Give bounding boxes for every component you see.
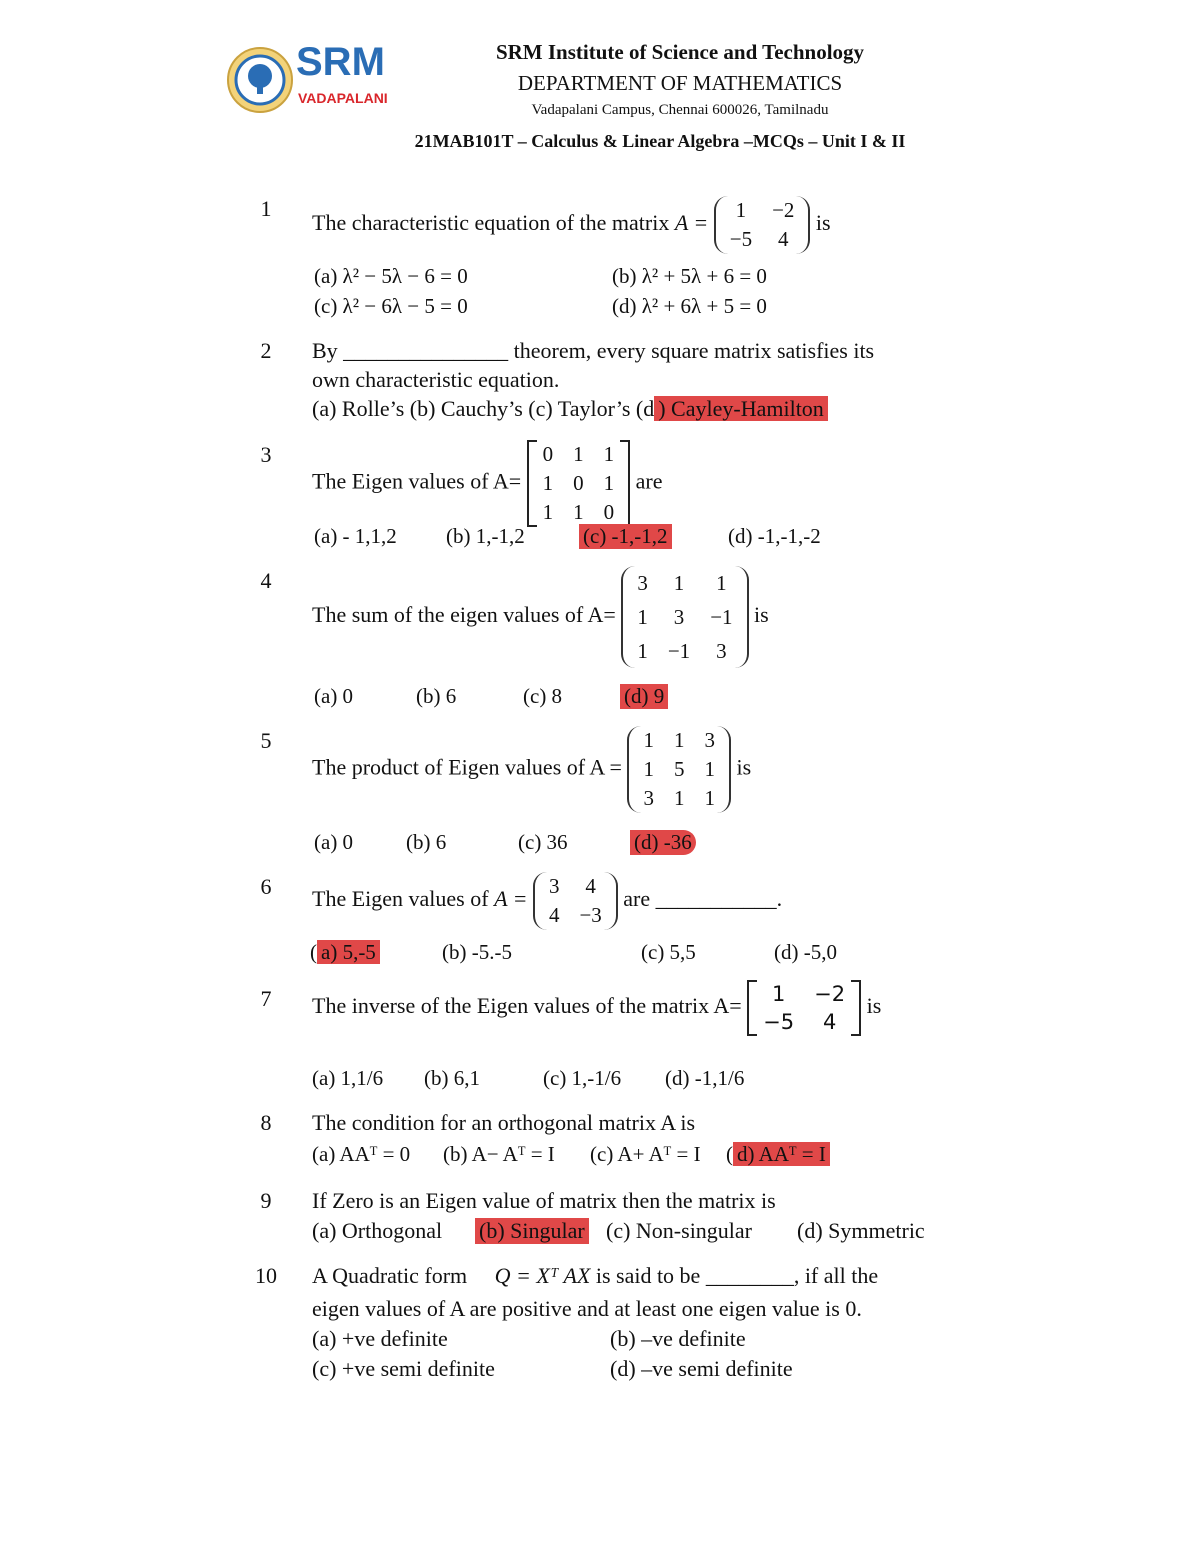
logo-text: SRM bbox=[296, 40, 385, 84]
matrix-cell: −5 bbox=[729, 227, 753, 251]
question-text: The Eigen values of bbox=[312, 886, 489, 912]
matrix-cell: 3 bbox=[643, 786, 654, 810]
course-title: 21MAB101T – Calculus & Linear Algebra –MCQs – Unit I & II bbox=[414, 131, 906, 151]
option-d: (d) -1,-1,-2 bbox=[728, 524, 821, 548]
matrix-cell: 3 bbox=[673, 605, 685, 629]
option-b: (b) A− Aᵀ = I bbox=[443, 1142, 555, 1166]
question-number: 1 bbox=[260, 196, 272, 221]
matrix-cell: −2 bbox=[772, 198, 795, 222]
option-a: (a) - 1,1,2 bbox=[314, 524, 397, 548]
matrix-cell: 5 bbox=[673, 757, 685, 781]
option-a: (a) 1,1/6 bbox=[312, 1066, 384, 1090]
question-text: The inverse of the Eigen values of the matrix A= bbox=[312, 993, 742, 1019]
question-text: The product of Eigen values of A = bbox=[312, 754, 622, 780]
question-2-line1: By _______________ theorem, every square matrix satisfies its bbox=[312, 338, 875, 363]
option-b: (b) 1,-1,2 bbox=[446, 524, 525, 548]
question-number: 8 bbox=[260, 1110, 272, 1135]
matrix-variable: A = bbox=[674, 210, 709, 236]
matrix-cell: 0 bbox=[603, 500, 615, 524]
matrix-cell: 1 bbox=[771, 982, 786, 1006]
matrix-cell: 1 bbox=[704, 757, 715, 781]
matrix-cell: 1 bbox=[542, 471, 554, 495]
correct-answer: a) 5,-5 bbox=[317, 940, 380, 964]
logo-subtext: VADAPALANI bbox=[298, 90, 388, 106]
question-1 bbox=[312, 196, 831, 254]
question-10-line1 bbox=[312, 1263, 878, 1289]
option-a: (a) 0 bbox=[314, 830, 354, 854]
question-number: 6 bbox=[260, 874, 272, 899]
question-number: 4 bbox=[260, 568, 272, 593]
question-tail: is bbox=[815, 210, 831, 236]
question-tail: is bbox=[754, 602, 769, 628]
option-a: (a) λ² − 5λ − 6 = 0 bbox=[314, 264, 468, 288]
correct-answer: d) AAᵀ = I bbox=[733, 1142, 830, 1166]
campus-address: Vadapalani Campus, Chennai 600026, Tamilnadu bbox=[531, 102, 829, 118]
matrix-cell: −2 bbox=[814, 982, 846, 1006]
option-c: (c) +ve semi definite bbox=[312, 1356, 495, 1381]
option-d: (d) -5,0 bbox=[774, 940, 837, 964]
question-text: The Eigen values of A= bbox=[312, 468, 522, 494]
option-b: (b) λ² + 5λ + 6 = 0 bbox=[612, 264, 767, 288]
question-5 bbox=[312, 726, 751, 813]
option-c: (c) 1,-1/6 bbox=[543, 1066, 622, 1090]
option-b: (b) 6 bbox=[406, 830, 447, 854]
matrix-cell: 1 bbox=[716, 571, 727, 595]
option-c: (c) 5,5 bbox=[641, 940, 696, 964]
option-d bbox=[726, 1142, 830, 1167]
question-number: 5 bbox=[260, 728, 272, 753]
matrix-variable: A = bbox=[494, 886, 528, 912]
formula: Q = Xᵀ AX bbox=[494, 1263, 591, 1288]
matrix-cell: 0 bbox=[542, 442, 554, 466]
matrix-cell: 3 bbox=[637, 571, 648, 595]
option-a: (a) 0 bbox=[314, 684, 354, 708]
question-tail: are ___________. bbox=[623, 886, 783, 912]
question-10-line2: eigen values of A are positive and at least one eigen value is 0. bbox=[312, 1296, 862, 1321]
question-number: 3 bbox=[260, 442, 272, 467]
question-number: 9 bbox=[260, 1188, 272, 1213]
question-text: The sum of the eigen values of A= bbox=[312, 602, 616, 628]
correct-answer: ) Cayley-Hamilton bbox=[654, 396, 828, 421]
option-c: (c) Non-singular bbox=[606, 1218, 753, 1243]
matrix-cell: 1 bbox=[735, 198, 747, 222]
option-d: (d) –ve semi definite bbox=[610, 1356, 793, 1381]
option-a: (a) AAᵀ = 0 bbox=[312, 1142, 411, 1166]
matrix-q4 bbox=[621, 566, 748, 668]
option-b: (b) –ve definite bbox=[610, 1326, 746, 1351]
department-name: DEPARTMENT OF MATHEMATICS bbox=[517, 71, 843, 95]
matrix-cell: 1 bbox=[573, 500, 584, 524]
matrix-cell: 1 bbox=[603, 471, 615, 495]
options-text: (a) Rolle’s (b) Cauchy’s (c) Taylor’s (d bbox=[312, 396, 655, 421]
matrix-q5 bbox=[627, 726, 731, 813]
matrix-cell: −3 bbox=[579, 903, 602, 927]
question-2-line2: own characteristic equation. bbox=[312, 367, 560, 392]
question-tail: is bbox=[736, 754, 752, 780]
question-tail: are bbox=[635, 468, 663, 494]
question-number: 2 bbox=[260, 338, 272, 363]
matrix-cell: 4 bbox=[548, 903, 560, 927]
matrix-cell: 1 bbox=[637, 605, 648, 629]
matrix-q7 bbox=[747, 980, 861, 1036]
matrix-cell: 4 bbox=[585, 874, 596, 898]
question-number: 7 bbox=[260, 986, 272, 1011]
question-text: The characteristic equation of the matrix bbox=[312, 210, 670, 236]
option-b: (b) 6,1 bbox=[424, 1066, 480, 1090]
option-b-correct: (b) Singular bbox=[475, 1218, 589, 1244]
matrix-cell: 3 bbox=[704, 728, 715, 752]
matrix-cell: −5 bbox=[763, 1010, 795, 1034]
option-c: (c) A+ Aᵀ = I bbox=[590, 1142, 701, 1166]
matrix-cell: 1 bbox=[673, 786, 685, 810]
question-text: If Zero is an Eigen value of matrix then the matrix is bbox=[312, 1188, 776, 1213]
matrix-q6 bbox=[533, 872, 618, 930]
matrix-q1 bbox=[714, 196, 811, 254]
option-a bbox=[310, 940, 380, 965]
matrix-cell: 1 bbox=[573, 442, 584, 466]
question-2-options bbox=[312, 396, 828, 422]
option-c-correct: (c) -1,-1,2 bbox=[579, 524, 672, 549]
option-a-prefix: ( bbox=[310, 940, 317, 964]
option-d: (d) λ² + 6λ + 5 = 0 bbox=[612, 294, 767, 318]
option-b: (b) -5.-5 bbox=[442, 940, 512, 964]
institute-name: SRM Institute of Science and Technology bbox=[495, 40, 865, 64]
option-d: (d) -1,1/6 bbox=[665, 1066, 745, 1090]
question-text: A Quadratic form bbox=[312, 1263, 468, 1288]
matrix-cell: −1 bbox=[667, 639, 691, 663]
matrix-q3 bbox=[527, 440, 631, 527]
question-3 bbox=[312, 440, 663, 527]
option-b: (b) 6 bbox=[416, 684, 457, 708]
question-number: 10 bbox=[255, 1263, 277, 1288]
matrix-cell: 3 bbox=[716, 639, 727, 663]
option-d-correct: (d) 9 bbox=[620, 684, 668, 709]
matrix-cell: 3 bbox=[548, 874, 560, 898]
option-d-prefix: ( bbox=[726, 1142, 733, 1166]
question-text: is said to be ________, if all the bbox=[595, 1263, 879, 1288]
srm-emblem-icon bbox=[226, 46, 294, 114]
matrix-cell: 4 bbox=[822, 1010, 837, 1034]
option-c: (c) 36 bbox=[518, 830, 568, 854]
matrix-cell: 1 bbox=[673, 571, 685, 595]
option-a: (a) Orthogonal bbox=[312, 1218, 443, 1243]
option-d: (d) Symmetric bbox=[797, 1218, 925, 1243]
matrix-cell: 1 bbox=[637, 639, 648, 663]
matrix-cell: 1 bbox=[704, 786, 715, 810]
option-c: (c) 8 bbox=[523, 684, 563, 708]
srm-logo bbox=[226, 40, 396, 116]
matrix-cell: 1 bbox=[542, 500, 554, 524]
matrix-cell: 4 bbox=[778, 227, 789, 251]
matrix-cell: 0 bbox=[573, 471, 584, 495]
option-c: (c) λ² − 6λ − 5 = 0 bbox=[314, 294, 468, 318]
question-6 bbox=[312, 872, 782, 930]
question-4 bbox=[312, 566, 769, 668]
option-a: (a) +ve definite bbox=[312, 1326, 448, 1351]
question-tail: is bbox=[866, 993, 882, 1019]
matrix-cell: 1 bbox=[643, 757, 654, 781]
matrix-cell: 1 bbox=[673, 728, 685, 752]
question-text: The condition for an orthogonal matrix A is bbox=[312, 1110, 696, 1135]
option-d-correct: (d) -36 bbox=[630, 830, 696, 855]
matrix-cell: 1 bbox=[603, 442, 615, 466]
matrix-cell: 1 bbox=[643, 728, 654, 752]
matrix-cell: −1 bbox=[710, 605, 733, 629]
question-7 bbox=[312, 980, 881, 1036]
